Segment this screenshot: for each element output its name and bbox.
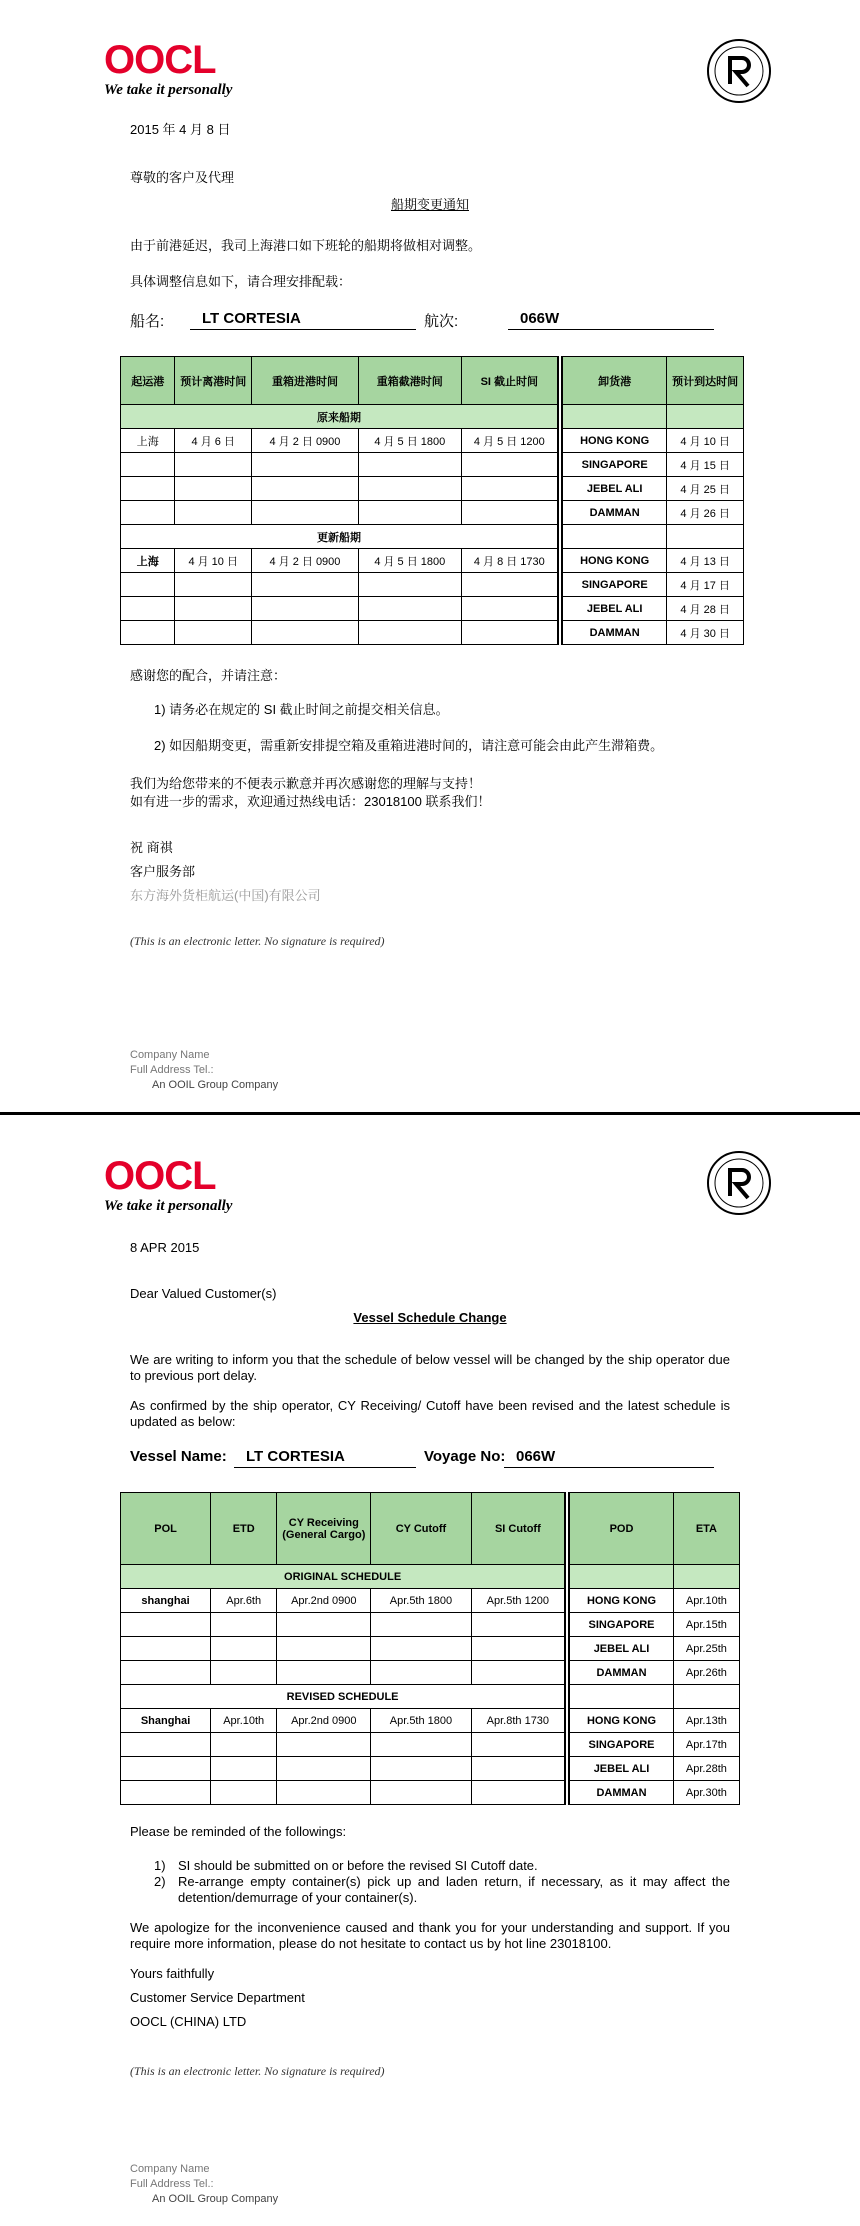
pol-cell: shanghai — [121, 1589, 211, 1613]
eta-cell: 4 月 17 日 — [667, 573, 744, 597]
oocl-logo — [104, 1156, 254, 1215]
table-row — [121, 621, 744, 645]
intro-paragraph: We are writing to inform you that the schedule of below vessel will be changed by the ship operator due to previous port delay. — [130, 1352, 730, 1383]
header-cell: SI Cutoff — [471, 1493, 565, 1565]
cy-receiving-cell: Apr.2nd 0900 — [277, 1589, 371, 1613]
footer-group: An OOIL Group Company — [152, 1079, 279, 1091]
footer — [130, 2162, 278, 2207]
company-text: OOCL (CHINA) LTD — [130, 2014, 247, 2029]
table-row — [121, 1781, 740, 1805]
header-cell: 起运港 — [121, 357, 175, 405]
header-cell: 重箱进港时间 — [252, 357, 359, 405]
apology-line-1: 我们为给您带来的不便表示歉意并再次感谢您的理解与支持！ — [130, 776, 482, 791]
voyage-value: 066W — [504, 1448, 714, 1468]
closing-text: Yours faithfully — [130, 1966, 215, 1981]
pod-cell: JEBEL ALI — [569, 1637, 673, 1661]
eta-cell: Apr.30th — [673, 1781, 739, 1805]
eta-cell: Apr.26th — [673, 1661, 739, 1685]
si-cutoff-cell: 4 月 5 日 1200 — [461, 429, 558, 453]
note-item-1-text: SI should be submitted on or before the revised SI Cutoff date. — [178, 1858, 538, 1873]
section-label: REVISED SCHEDULE — [121, 1685, 566, 1709]
cy-cutoff-cell: 4 月 5 日 1800 — [358, 549, 461, 573]
apology-text: We apologize for the inconvenience caused and thank you for your understanding and support. If you require more information, please do not hesitate to contact us by hot line 23018100. — [130, 1920, 730, 1951]
eta-cell: Apr.10th — [673, 1589, 739, 1613]
cy-receiving-cell: 4 月 2 日 0900 — [252, 429, 359, 453]
quality-seal-icon — [706, 1150, 772, 1216]
eta-cell: 4 月 10 日 — [667, 429, 744, 453]
pod-cell: JEBEL ALI — [569, 1757, 673, 1781]
header-cell: POL — [121, 1493, 211, 1565]
company-text: 东方海外货柜航运(中国)有限公司 — [130, 888, 321, 903]
pol-cell: 上海 — [121, 429, 175, 453]
oocl-logo — [104, 40, 254, 99]
header-cell: CY Cutoff — [371, 1493, 471, 1565]
section-label: 更新船期 — [121, 525, 558, 549]
pod-cell: JEBEL ALI — [562, 597, 667, 621]
pod-cell: DAMMAN — [569, 1661, 673, 1685]
pod-cell: JEBEL ALI — [562, 477, 667, 501]
etd-cell: Apr.6th — [211, 1589, 277, 1613]
header-cell: 预计到达时间 — [667, 357, 744, 405]
pod-cell: DAMMAN — [562, 621, 667, 645]
pod-cell: SINGAPORE — [562, 453, 667, 477]
page-divider — [0, 1112, 860, 1115]
letter-date: 2015 年 4 月 8 日 — [130, 122, 231, 137]
pol-cell: Shanghai — [121, 1709, 211, 1733]
eta-cell: Apr.13th — [673, 1709, 739, 1733]
greeting: Dear Valued Customer(s) — [130, 1286, 277, 1301]
electronic-letter-note: (This is an electronic letter. No signature is required) — [130, 934, 385, 948]
eta-cell: 4 月 28 日 — [667, 597, 744, 621]
footer-company-name: Company Name — [130, 2163, 210, 2175]
footer-group: An OOIL Group Company — [152, 2193, 279, 2205]
logo-tagline: We take it personally — [104, 1198, 233, 1214]
thanks-text: 感谢您的配合，并请注意： — [130, 668, 287, 683]
table-row — [121, 429, 744, 453]
etd-cell: 4 月 6 日 — [175, 429, 252, 453]
table-row — [121, 477, 744, 501]
si-cutoff-cell: Apr.8th 1730 — [471, 1709, 565, 1733]
note-item-1: 1) 请务必在规定的 SI 截止时间之前提交相关信息。 — [154, 702, 449, 717]
eta-cell: Apr.28th — [673, 1757, 739, 1781]
pod-cell: SINGAPORE — [569, 1613, 673, 1637]
table-row — [121, 453, 744, 477]
cy-cutoff-cell: Apr.5th 1800 — [371, 1589, 471, 1613]
letter-page-chinese — [0, 0, 860, 1112]
voyage-label: Voyage No: — [424, 1448, 506, 1465]
quality-seal-icon — [706, 38, 772, 104]
electronic-letter-note: (This is an electronic letter. No signature is required) — [130, 2064, 385, 2078]
table-row — [121, 549, 744, 573]
department-text: 客户服务部 — [130, 864, 196, 879]
table-row — [121, 1661, 740, 1685]
pod-cell: SINGAPORE — [569, 1733, 673, 1757]
apology-line-2: 如有进一步的需求，欢迎通过热线电话：23018100 联系我们！ — [130, 794, 491, 809]
pod-cell: HONG KONG — [562, 429, 667, 453]
pol-cell: 上海 — [121, 549, 175, 573]
voyage-value: 066W — [508, 310, 714, 330]
pod-cell: HONG KONG — [562, 549, 667, 573]
table-row — [121, 573, 744, 597]
letter-date: 8 APR 2015 — [130, 1240, 200, 1255]
pod-cell: SINGAPORE — [562, 573, 667, 597]
vessel-label: 船名: — [130, 313, 165, 330]
header-cell: 卸货港 — [562, 357, 667, 405]
header-cell: 重箱截港时间 — [358, 357, 461, 405]
table-row — [121, 1709, 740, 1733]
closing-text: 祝 商祺 — [130, 840, 173, 855]
footer-address: Full Address Tel.: — [130, 1064, 214, 1076]
table-row — [121, 1613, 740, 1637]
adjust-paragraph: 具体调整信息如下，请合理安排配载： — [130, 274, 352, 289]
si-cutoff-cell: Apr.5th 1200 — [471, 1589, 565, 1613]
si-cutoff-cell: 4 月 8 日 1730 — [461, 549, 558, 573]
eta-cell: 4 月 30 日 — [667, 621, 744, 645]
header-cell: SI 截止时间 — [461, 357, 558, 405]
footer-address: Full Address Tel.: — [130, 2178, 214, 2190]
vessel-value: LT CORTESIA — [190, 310, 416, 330]
letter-title: Vessel Schedule Change — [353, 1310, 507, 1325]
cy-receiving-cell: Apr.2nd 0900 — [277, 1709, 371, 1733]
adjust-paragraph: As confirmed by the ship operator, CY Receiving/ Cutoff have been revised and the latest schedule is updated as below: — [130, 1398, 730, 1429]
eta-cell: Apr.25th — [673, 1637, 739, 1661]
schedule-table — [120, 356, 744, 645]
letter-title: 船期变更通知 — [390, 197, 469, 212]
eta-cell: 4 月 25 日 — [667, 477, 744, 501]
letter-page-english — [0, 1116, 860, 2226]
table-row — [121, 1637, 740, 1661]
table-row — [121, 1589, 740, 1613]
etd-cell: 4 月 10 日 — [175, 549, 252, 573]
vessel-value: LT CORTESIA — [234, 1448, 416, 1468]
logo-mark: OOCL — [104, 38, 216, 82]
footer — [130, 1048, 278, 1093]
etd-cell: Apr.10th — [211, 1709, 277, 1733]
note-item-1: 1) SI should be submitted on or before the revised SI Cutoff date. — [154, 1858, 538, 1873]
voyage-label: 航次: — [424, 313, 459, 330]
header-cell: CY Receiving (General Cargo) — [277, 1493, 371, 1565]
eta-cell: 4 月 13 日 — [667, 549, 744, 573]
footer-company-name: Company Name — [130, 1049, 210, 1061]
pod-cell: HONG KONG — [569, 1709, 673, 1733]
header-cell: ETD — [211, 1493, 277, 1565]
table-row — [121, 1733, 740, 1757]
greeting: 尊敬的客户及代理 — [130, 170, 235, 185]
section-label: 原来船期 — [121, 405, 558, 429]
header-cell: POD — [569, 1493, 673, 1565]
note-item-2: 2) 如因船期变更，需重新安排提空箱及重箱进港时间的，请注意可能会由此产生滞箱费。 — [154, 738, 664, 753]
eta-cell: Apr.17th — [673, 1733, 739, 1757]
header-cell: 预计离港时间 — [175, 357, 252, 405]
eta-cell: 4 月 15 日 — [667, 453, 744, 477]
intro-paragraph: 由于前港延迟，我司上海港口如下班轮的船期将做相对调整。 — [130, 238, 482, 253]
cy-cutoff-cell: Apr.5th 1800 — [371, 1709, 471, 1733]
note-item-2: 2) Re-arrange empty container(s) pick up and laden return, if necessary, as it may affect the detention/demurrage of your container(s). — [154, 1874, 730, 1905]
department-text: Customer Service Department — [130, 1990, 305, 2005]
eta-cell: 4 月 26 日 — [667, 501, 744, 525]
logo-tagline: We take it personally — [104, 82, 233, 98]
table-row — [121, 501, 744, 525]
reminder-text: Please be reminded of the followings: — [130, 1824, 347, 1839]
cy-receiving-cell: 4 月 2 日 0900 — [252, 549, 359, 573]
header-cell: ETA — [673, 1493, 739, 1565]
cy-cutoff-cell: 4 月 5 日 1800 — [358, 429, 461, 453]
section-label: ORIGINAL SCHEDULE — [121, 1565, 566, 1589]
pod-cell: DAMMAN — [569, 1781, 673, 1805]
logo-mark: OOCL — [104, 1154, 216, 1198]
pod-cell: HONG KONG — [569, 1589, 673, 1613]
vessel-label: Vessel Name: — [130, 1448, 227, 1465]
note-item-2-text: Re-arrange empty container(s) pick up and laden return, if necessary, as it may affect the detention/demurrage of your container(s). — [178, 1874, 730, 1905]
table-row — [121, 597, 744, 621]
schedule-table — [120, 1492, 740, 1805]
table-row — [121, 1757, 740, 1781]
pod-cell: DAMMAN — [562, 501, 667, 525]
eta-cell: Apr.15th — [673, 1613, 739, 1637]
